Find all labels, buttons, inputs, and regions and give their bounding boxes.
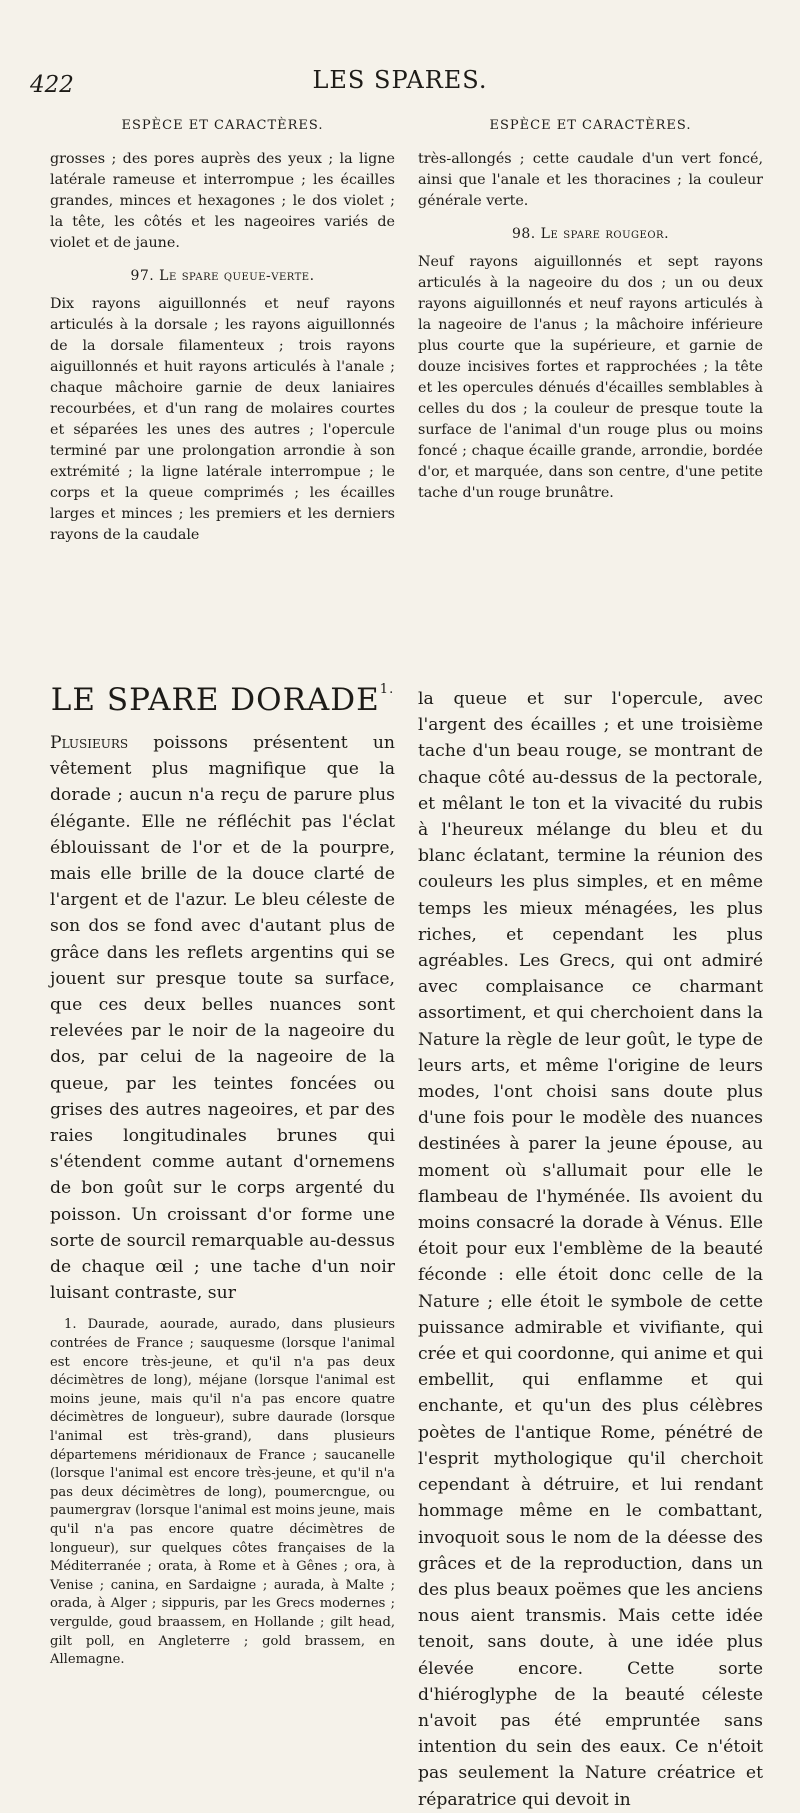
species-description-98: Neuf rayons aiguillonnés et sept rayons articulés à la nageoire du dos ; un ou deux rayons aiguillonnés et neuf rayons articulés à la nageoire de l'anus ; la mâchoire inférieure plus courte que la supérieure, et garnie de douze incisives fortes et rapprochées ; la tête et les opercules dénués d'écailles semblables à celles du dos ; la couleur de presque toute la surface de l'animal d'un rouge plus ou moins foncé ; chaque écaille grande, arrondie, bordée d'or, et marquée, dans son centre, d'une petite tache d'un rouge brunâtre. (418, 254, 763, 501)
body-text-left-content: poissons présentent un vêtement plus magnifique que la dorade ; aucun n'a reçu de parure plus élégante. Elle ne réfléchit pas l'éclat éblouissant de l'or et de la pourpre, mais elle brille de la douce clarté de l'argent et de l'azur. Le bleu céleste de son dos se fond avec d'autant plus de grâce dans les reflets argentins qui se jouent sur presque toute sa surface, que ces deux belles nuances sont relevées par le noir de la nageoire du dos, par celui de la nageoire de la queue, par les teintes foncées ou grises des autres nageoires, et par des raies longitudinales brunes qui s'étendent comme autant d'ornemens de bon goût sur le corps argenté du poisson. Un croissant d'or forme une sorte de sourcil remarquable au-dessus de chaque œil ; une tache d'un noir luisant contraste, sur (50, 733, 395, 1304)
chapter-title-text: LE SPARE DORADE (50, 682, 380, 718)
species-heading-97: 97. Le spare queue-verte. (130, 268, 315, 284)
body-left-column (50, 730, 395, 1670)
page-number: 422 (30, 72, 74, 98)
species-heading-98: 98. Le spare rougeor. (511, 226, 670, 242)
body-text-right: la queue et sur l'opercule, avec l'argent des écailles ; et une troisième tache d'un beau rouge, se montrant de chaque côté au-dessus de la pectorale, et mêlant le ton et la vivacité du rubis à l'heureux mélange du bleu et du blanc éclatant, termine la réunion des couleurs les plus simples, et en même temps les mieux ménagées, les plus riches, et cependant les plus agréables. Les Grecs, qui ont admiré avec complaisance ce charmant assortiment, et qui cherchoient dans la Nature la règle de leur goût, le type de leurs arts, et même l'origine de leurs modes, l'ont choisi sans doute plus d'une fois pour le modèle des nuances destinées à parer la jeune épouse, au moment où s'allumait pour elle le flambeau de l'hyménée. Ils avoient du moins consacré la dorade à Vénus. Elle étoit pour eux l'emblème de la beauté féconde : elle étoit donc celle de la Nature ; elle étoit le symbole de cette puissance admirable et vivifiante, qui crée et qui coordonne, qui anime et qui embellit, qui enflamme et qui enchante, et qu'un des plus célèbres poètes de l'antique Rome, pénétré de l'esprit mythologique qu'il cherchoit cependant à détruire, et lui rendant hommage même en le combattant, invoquoit sous le nom de la déesse des grâces et de la reproduction, dans un des plus beaux poëmes que les anciens nous aient transmis. Mais cette idée tenoit, sans doute, à une idée plus élevée encore. Cette sorte d'hiéroglyphe de la beauté céleste n'avoit pas été empruntée sans intention du sein des eaux. Ce n'étoit pas seulement la Nature créatrice et réparatrice qui devoit in (418, 689, 763, 1810)
body-right-column (418, 686, 763, 1813)
footnote: 1. Daurade, aourade, aurado, dans plusieurs contrées de France ; sauquesme (lorsque l'animal est encore très-jeune, et qu'il n'a pas deux décimètres de long), méjane (lorsque l'animal est moins jeune, mais qu'il n'a pas encore quatre décimètres de longueur), subre daurade (lorsque l'animal est très-grand), dans plusieurs départemens méridionaux de France ; saucanelle (lorsque l'animal est encore très-jeune, et qu'il n'a pas deux décimètres de long), poumercngue, ou paumergrav (lorsque l'animal est moins jeune, mais qu'il n'a pas encore quatre décimètres de longueur), sur quelques côtes françaises de la Méditerranée ; orata, à Rome et à Gênes ; ora, à Venise ; canina, en Sardaigne ; aurada, à Malte ; orada, à Alger ; sippuris, par les Grecs modernes ; vergulde, goud braassem, en Hollande ; gilt head, gilt poll, en Angleterre ; gold brassem, en Allemagne. (50, 1317, 395, 1668)
running-head: LES SPARES. (312, 66, 488, 94)
chapter-title (50, 682, 395, 718)
section-label-left: ESPÈCE ET CARACTÈRES. (121, 118, 324, 133)
lead-word: Plusieurs (50, 733, 129, 753)
chapter-title-note: 1. (379, 682, 395, 697)
species-description-97: Dix rayons aiguillonnés et neuf rayons articulés à la dorsale ; les rayons aiguillonnés de la dorsale filamenteux ; trois rayons aiguillonnés et huit rayons articulés à l'anale ; chaque mâchoire garnie de deux laniaires recourbées, et d'un rang de molaires courtes et séparées les unes des autres ; l'opercule terminé par une prolongation arrondie à son extrémité ; la ligne latérale interrompue ; le corps et la queue comprimés ; les écailles larges et minces ; les premiers et les derniers rayons de la caudale (50, 296, 395, 543)
top-left-column (50, 118, 395, 546)
body-text-left (50, 730, 395, 1306)
continued-description-left: grosses ; des pores auprès des yeux ; la ligne latérale rameuse et interrompue ; les écailles grandes, minces et hexagones ; le dos violet ; la tête, les côtés et les nageoires variés de violet et de jaune. (50, 151, 395, 251)
section-label-right: ESPÈCE ET CARACTÈRES. (489, 118, 692, 133)
continued-description-right: très-allongés ; cette caudale d'un vert foncé, ainsi que l'anale et les thoracines ; la couleur générale verte. (418, 151, 763, 209)
top-right-column (418, 118, 763, 504)
